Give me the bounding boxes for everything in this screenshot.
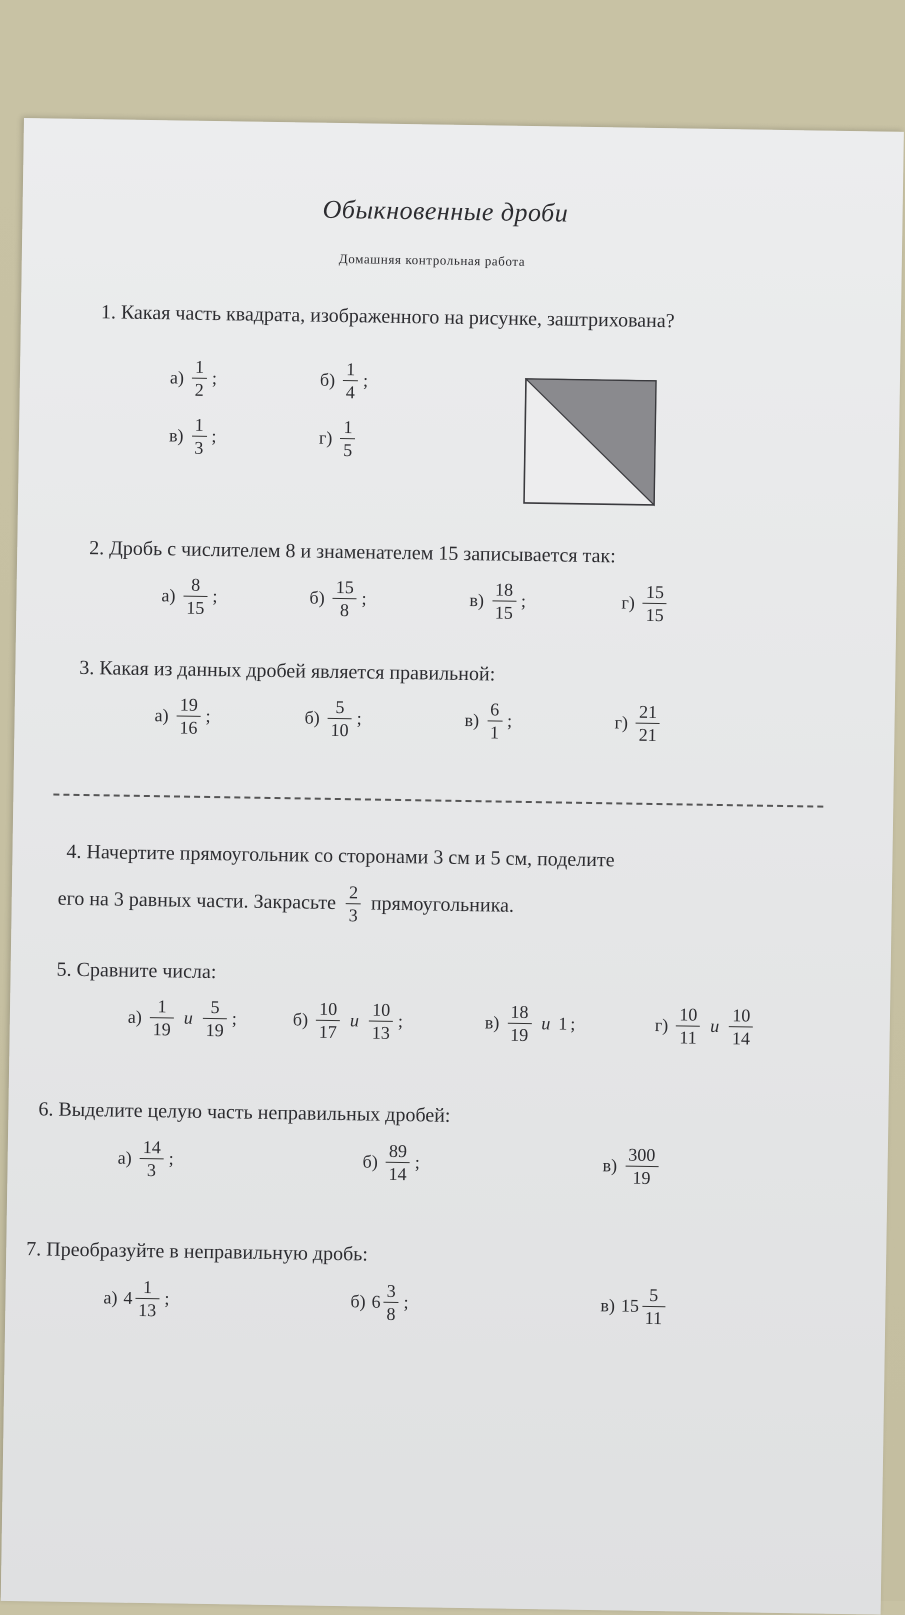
question-1-option-b [320, 360, 369, 402]
numerator: 18 [494, 579, 514, 600]
fraction [636, 703, 661, 744]
denominator: 11 [644, 1307, 663, 1329]
option-label: б) [319, 369, 336, 390]
worksheet-title: Обыкновенные дроби [322, 194, 569, 228]
option-label: г) [318, 427, 333, 448]
fraction [383, 1282, 399, 1323]
denominator: 17 [318, 1021, 337, 1043]
question-6-text: 6. Выделите целую часть неправильных дробей: [38, 1098, 451, 1127]
fraction [642, 1286, 666, 1327]
question-3-text: 3. Какая из данных дробей является правильной: [79, 656, 496, 686]
question-5-option-a [128, 997, 238, 1040]
denominator: 16 [179, 717, 198, 738]
fraction [676, 1005, 701, 1046]
question-2-option-a [161, 575, 218, 617]
fraction [183, 576, 208, 617]
denominator: 19 [632, 1167, 651, 1188]
punctuation: ; [570, 1013, 576, 1034]
fraction [625, 1146, 659, 1188]
denominator: 11 [679, 1027, 697, 1048]
denominator: 1 [489, 722, 500, 743]
option-label: а) [117, 1147, 132, 1168]
denominator: 14 [731, 1028, 751, 1049]
punctuation: ; [414, 1152, 420, 1173]
punctuation: ; [403, 1292, 409, 1313]
option-label: в) [464, 709, 480, 731]
numerator: 10 [679, 1004, 698, 1025]
punctuation: ; [205, 705, 211, 727]
denominator: 15 [645, 604, 664, 626]
numerator: 300 [628, 1144, 656, 1166]
punctuation: ; [164, 1288, 170, 1309]
punctuation: ; [212, 586, 218, 607]
fraction [176, 695, 201, 736]
question-5-text: 5. Сравните числа: [56, 958, 217, 984]
punctuation: ; [520, 590, 527, 611]
denominator: 21 [638, 724, 657, 746]
option-label: г) [614, 712, 629, 733]
question-2-option-g [621, 582, 672, 624]
question-1-option-v [169, 415, 217, 457]
question-5-option-b [293, 999, 404, 1042]
option-label: в) [469, 590, 485, 611]
numerator: 5 [210, 997, 220, 1018]
denominator: 4 [345, 382, 356, 403]
question-7-option-b [350, 1281, 409, 1323]
numerator: 1 [142, 1277, 153, 1298]
question-2-text: 2. Дробь с числителем 8 и знаменателем 15 записывается так: [89, 537, 616, 568]
fraction [492, 580, 517, 621]
punctuation: ; [361, 588, 367, 609]
denominator: 15 [186, 597, 205, 618]
fraction [327, 698, 352, 739]
numerator: 1 [346, 359, 356, 380]
option-label: в) [168, 425, 184, 446]
fraction [487, 700, 503, 741]
denominator: 5 [343, 440, 353, 461]
option-label: в) [602, 1155, 618, 1176]
denominator: 8 [386, 1303, 396, 1324]
option-label: в) [600, 1295, 616, 1316]
question-2-option-v [469, 580, 526, 622]
question-2-option-b [309, 578, 367, 620]
fraction [346, 883, 362, 924]
numerator: 1 [157, 996, 167, 1017]
conjunction: и [349, 1010, 360, 1031]
option-label: а) [161, 585, 176, 606]
option-label: г) [654, 1015, 669, 1036]
punctuation: ; [506, 710, 513, 731]
numerator: 10 [372, 999, 391, 1020]
fraction [316, 1000, 341, 1041]
question-1-option-a [170, 357, 218, 399]
numerator: 89 [388, 1140, 408, 1162]
fraction [343, 360, 359, 401]
denominator: 13 [371, 1022, 390, 1043]
option-label: а) [127, 1006, 143, 1027]
question-6-option-v [602, 1145, 663, 1187]
fraction [385, 1142, 410, 1183]
question-5-option-g [655, 1005, 759, 1048]
numerator: 1 [343, 417, 353, 438]
denominator: 10 [330, 719, 349, 741]
question-7-option-a [103, 1277, 170, 1319]
option-label: б) [350, 1291, 366, 1312]
numerator: 1 [194, 414, 204, 435]
numerator: 10 [319, 998, 338, 1020]
punctuation: ; [168, 1148, 174, 1169]
numerator: 15 [645, 581, 665, 603]
denominator: 15 [494, 602, 513, 623]
worksheet-subtitle: Домашняя контрольная работа [338, 250, 526, 269]
punctuation: ; [231, 1008, 238, 1029]
numerator: 10 [732, 1005, 751, 1026]
denominator: 13 [138, 1299, 157, 1321]
denominator: 3 [348, 905, 358, 926]
punctuation: ; [397, 1010, 404, 1032]
whole-part: 6 [371, 1291, 381, 1312]
fraction [369, 1001, 394, 1042]
fraction [340, 418, 356, 459]
option-label: а) [154, 705, 169, 726]
shaded-square-figure [523, 378, 660, 508]
conjunction: и [183, 1007, 194, 1028]
numerator: 15 [335, 576, 354, 598]
numerator: 19 [179, 694, 198, 715]
question-7-text: 7. Преобразуйте в неправильную дробь: [26, 1238, 369, 1266]
option-label: б) [304, 707, 320, 728]
option-label: в) [484, 1012, 500, 1033]
fraction [135, 1278, 160, 1319]
question-1-text: 1. Какая часть квадрата, изображенного на рисунке, заштрихована? [100, 301, 675, 333]
question-4-text-end: прямоугольника. [370, 892, 515, 917]
denominator: 19 [205, 1019, 224, 1041]
option-label: г) [621, 592, 636, 613]
punctuation: ; [362, 370, 369, 391]
numerator: 21 [638, 701, 658, 723]
fraction [150, 997, 175, 1038]
conjunction: и [710, 1015, 720, 1037]
denominator: 3 [146, 1160, 157, 1181]
question-7-option-v [600, 1285, 670, 1327]
question-3-option-v [464, 700, 512, 742]
dashed-separator [53, 794, 823, 808]
question-4-text-start: его на 3 равных части. Закрасьте [57, 887, 337, 914]
numerator: 1 [194, 356, 205, 377]
numerator: 5 [335, 696, 345, 718]
punctuation: ; [356, 708, 362, 729]
question-6-option-a [117, 1138, 174, 1180]
fraction [192, 358, 208, 399]
fraction [139, 1138, 164, 1179]
numerator: 3 [386, 1280, 396, 1301]
fraction [507, 1003, 532, 1044]
question-3-option-g [614, 702, 665, 744]
numerator: 8 [191, 574, 201, 595]
option-label: а) [169, 367, 185, 388]
denominator: 19 [510, 1024, 529, 1046]
whole-part: 4 [123, 1287, 133, 1308]
conjunction: и [541, 1013, 551, 1034]
fraction [643, 583, 668, 624]
option-label: б) [362, 1151, 378, 1172]
denominator: 2 [194, 379, 204, 400]
question-4-text-line1: 4. Начертите прямоугольник со сторонами 3 см и 5 см, поделите [66, 840, 615, 872]
denominator: 3 [194, 437, 204, 458]
numerator: 14 [142, 1136, 161, 1158]
worksheet-page [1, 118, 904, 1615]
question-4-text-line2 [57, 879, 514, 927]
fraction [203, 998, 228, 1039]
option-label: а) [103, 1287, 118, 1308]
question-3-option-a [154, 695, 211, 737]
whole-part: 15 [620, 1295, 640, 1316]
numerator: 6 [490, 699, 500, 720]
numerator: 5 [649, 1284, 659, 1306]
numerator: 2 [348, 882, 359, 903]
question-6-option-b [362, 1141, 420, 1183]
fraction [191, 416, 207, 457]
option-label: б) [292, 1009, 309, 1030]
fraction [729, 1006, 754, 1047]
option-label: б) [309, 587, 325, 608]
whole-number: 1 [558, 1013, 568, 1034]
question-5-option-v [485, 1002, 576, 1044]
question-1-option-g [319, 418, 361, 460]
punctuation: ; [211, 367, 218, 389]
fraction [332, 578, 357, 619]
question-3-option-b [304, 697, 362, 739]
denominator: 14 [388, 1163, 407, 1185]
numerator: 18 [510, 1001, 529, 1023]
punctuation: ; [211, 425, 217, 447]
denominator: 19 [152, 1019, 171, 1040]
denominator: 8 [339, 600, 350, 621]
